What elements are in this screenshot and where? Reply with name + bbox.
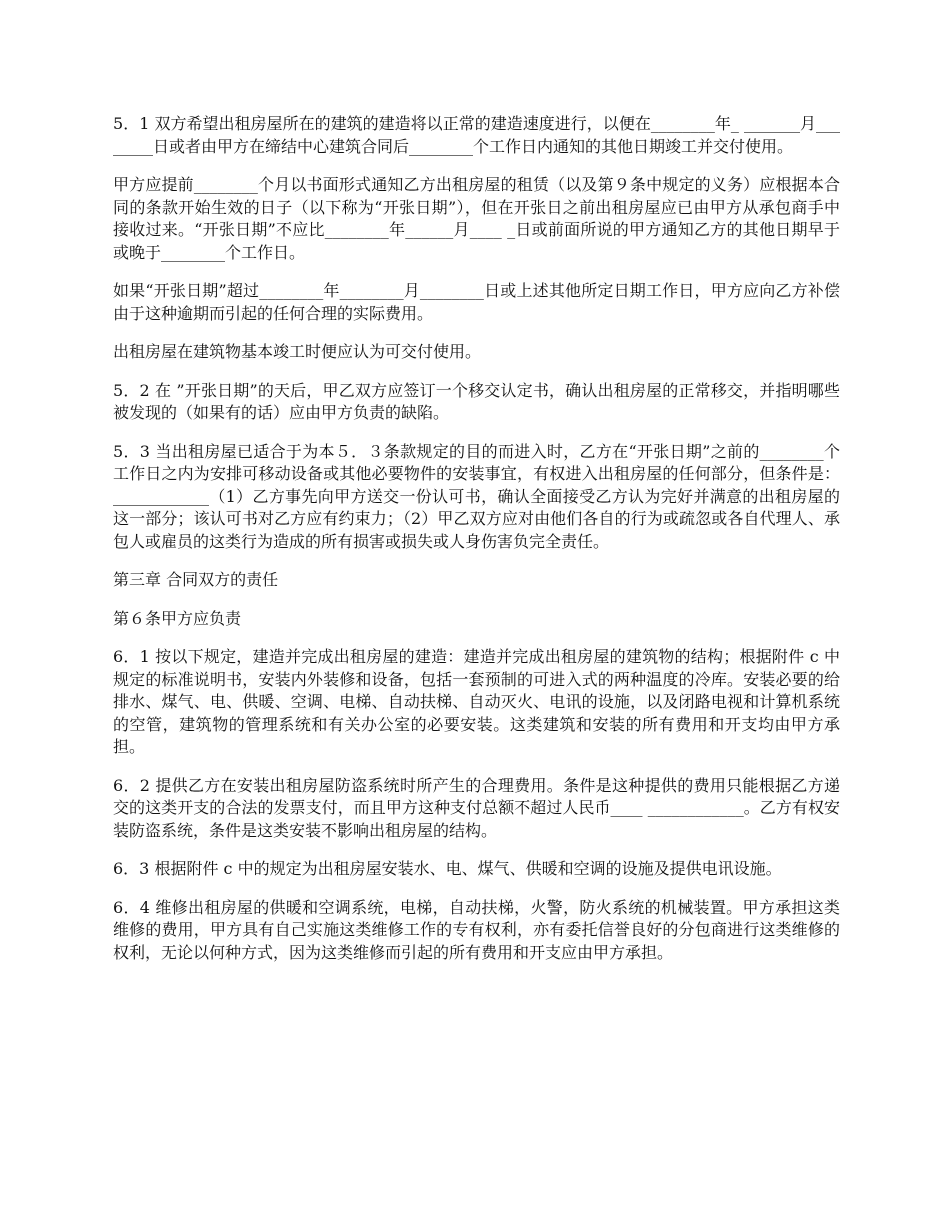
paragraph-opening-notice: 甲方应提前________个月以书面形式通知乙方出租房屋的租赁（以及第９条中规定的义务）应根据本合同的条款开始生效的日子（以下称为“开张日期”），但在开张日之前出租房屋应已由甲方从承包商手中接收过来。“开张日期”不应比________年______月____ _日或前面所说的甲方通知乙方的其他日期早于或晚于________个工作日。 <box>113 175 840 262</box>
paragraph-delay-compensation: 如果“开张日期”超过________年________月________日或上述其他所定日期工作日，甲方应向乙方补偿由于这种逾期而引起的任何合理的实际费用。 <box>113 281 840 323</box>
paragraph-5-3: 5．3 当出租房屋已适合于为本５．３条款规定的目的而进入时，乙方在“开张日期”之前的________个工作日之内为安排可移动设备或其他必要物件的安装事宜，有权进入出租房屋的任何部分，但条件是：____________（1）乙方事先向甲方送交一份认可书，确认全面接受乙方认为完好并满意的出租房屋的这一部分；该认可书对乙方应有约束力；（2）甲乙双方应对由他们各自的行为或疏忽或各自代理人、承包人或雇员的这类行为造成的所有损害或损失或人身伤害负完全责任。 <box>113 441 840 551</box>
paragraph-5-1: 5．1 双方希望出租房屋所在的建筑的建造将以正常的建造速度进行，以便在________年_ _______月________日或者由甲方在缔结中心建筑合同后________个工作日内通知的其他日期竣工并交付使用。 <box>113 114 840 156</box>
chapter-heading: 第三章 合同双方的责任 <box>113 570 279 589</box>
paragraph-5-2: 5．2 在 ”开张日期”的天后，甲乙双方应签订一个移交认定书，确认出租房屋的正常移交，并指明哪些被发现的（如果有的话）应由甲方负责的缺陷。 <box>113 380 840 422</box>
paragraph-6-2: 6．2 提供乙方在安装出租房屋防盗系统时所产生的合理费用。条件是这种提供的费用只能根据乙方递交的这类开支的合法的发票支付，而且甲方这种支付总额不超过人民币____ ____________。乙方有权安装防盗系统，条件是这类安装不影响出租房屋的结构。 <box>113 775 840 840</box>
article-6-heading: 第６条甲方应负责 <box>113 608 242 628</box>
paragraph-deliverable: 出租房屋在建筑物基本竣工时便应认为可交付使用。 <box>113 342 482 361</box>
paragraph-6-1: 6．1 按以下规定，建造并完成出租房屋的建造：建造并完成出租房屋的建筑物的结构；根据附件 c 中规定的标准说明书，安装内外装修和设备，包括一套预制的可进入式的两种温度的冷库。安装必要的给排水、煤气、电、供暖、空调、电梯、自动扶梯、自动灭火、电讯的设施，以及闭路电视和计算机系统的空管，建筑物的管理系统和有关办公室的必要安装。这类建筑和安装的所有费用和开支均由甲方承担。 <box>113 647 840 756</box>
paragraph-6-4: 6．4 维修出租房屋的供暖和空调系统，电梯，自动扶梯，火警，防火系统的机械装置。甲方承担这类维修的费用，甲方具有自己实施这类维修工作的专有权利，亦有委托信誉良好的分包商进行这类维修的权利，无论以何种方式，因为这类维修而引起的所有费用和开支应由甲方承担。 <box>113 897 840 962</box>
paragraph-6-3: 6．3 根据附件 c 中的规定为出租房屋安装水、电、煤气、供暖和空调的设施及提供电讯设施。 <box>113 859 782 878</box>
